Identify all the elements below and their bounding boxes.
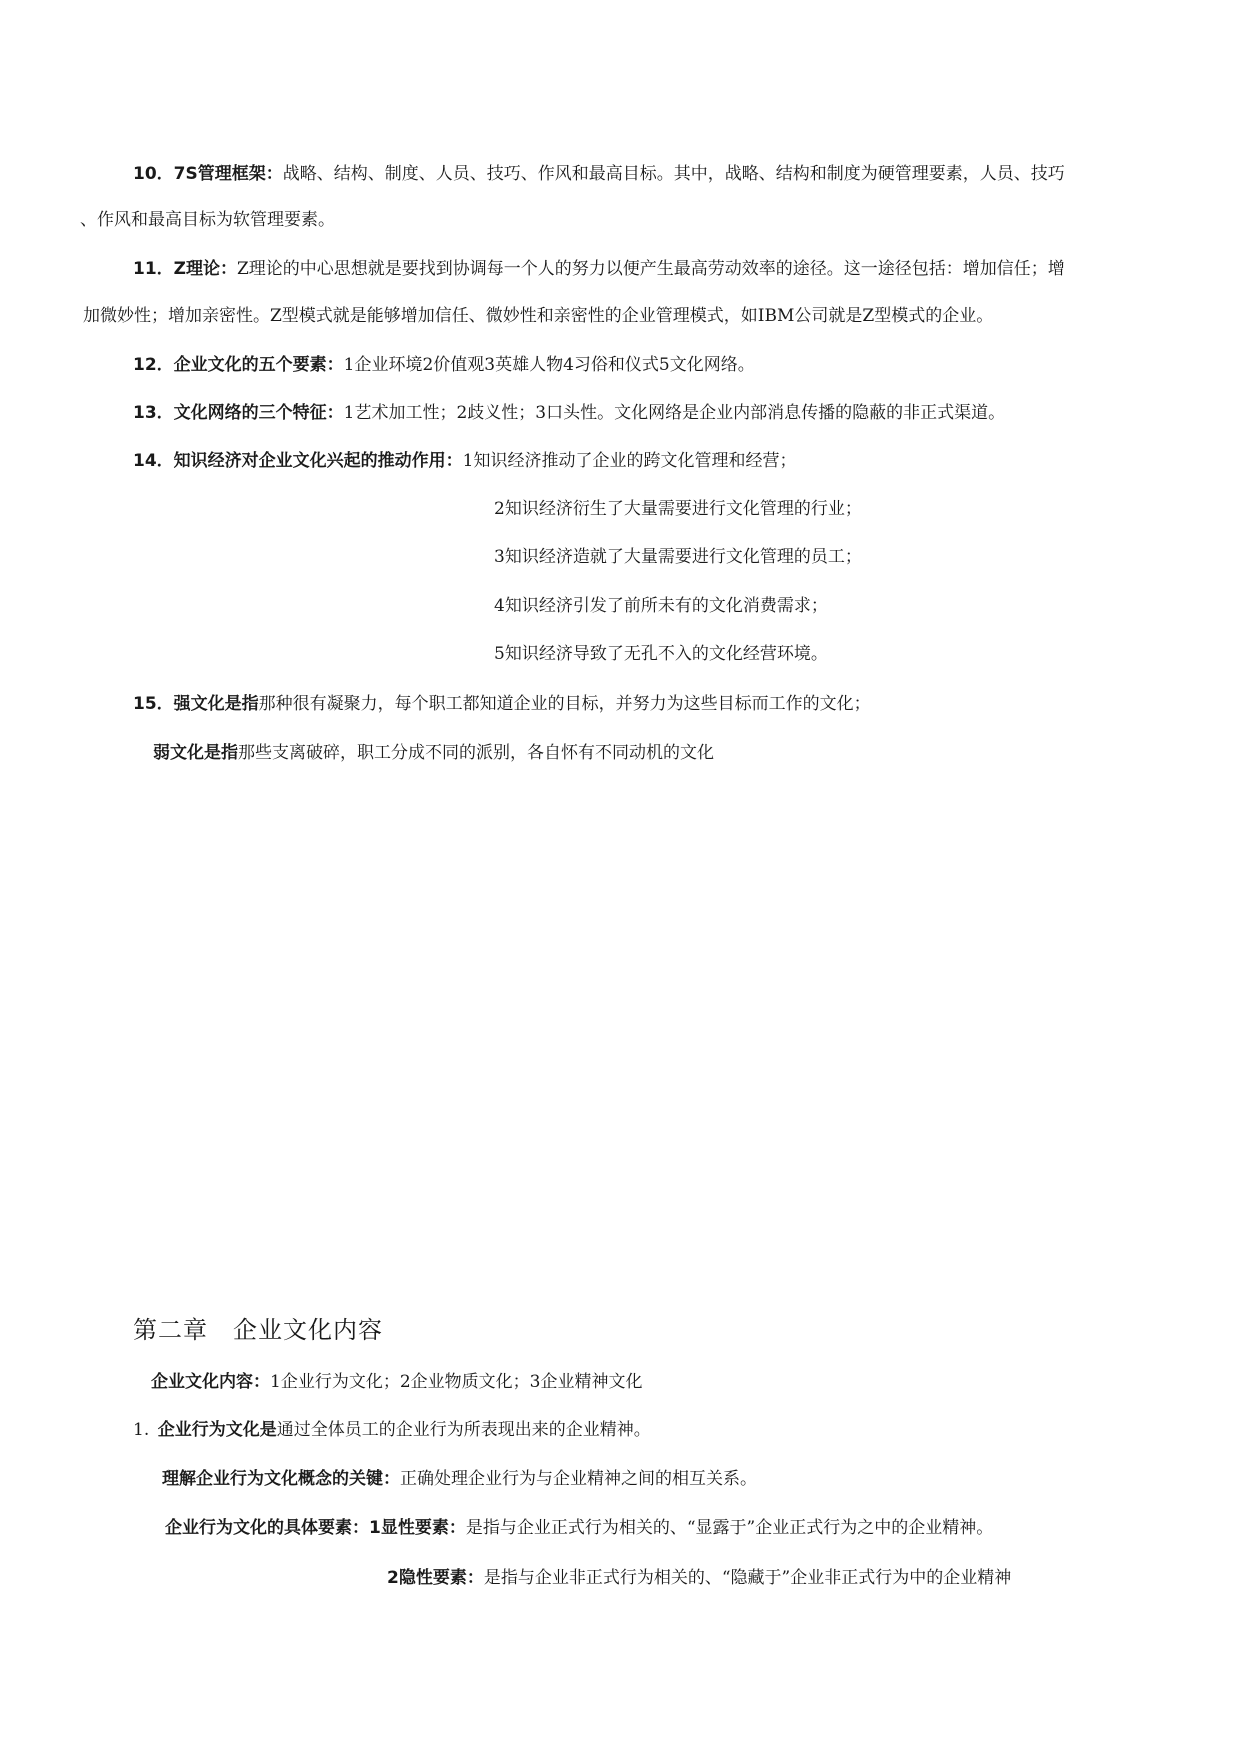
strong-culture-term: 强文化是指: [173, 694, 259, 714]
item-11-line-1: [133, 257, 1065, 281]
strong-culture-text: 那种很有凝聚力，每个职工都知道企业的目标，并努力为这些目标而工作的文化；: [258, 694, 871, 714]
specific-elements-2: [387, 1566, 1011, 1590]
enterprise-culture-content: [151, 1370, 642, 1394]
item-12: [133, 353, 755, 377]
item-14-point-1: 1知识经济推动了企业的跨文化管理和经营；: [462, 451, 797, 471]
weak-culture-text: 那些支离破碎，职工分成不同的派别，各自怀有不同动机的文化: [238, 743, 714, 763]
item-13-number: 13．: [133, 403, 174, 423]
item-15-strong-culture: [133, 692, 871, 716]
item-12-text: 1企业环境2价值观3英雄人物4习俗和仪式5文化网络。: [343, 355, 755, 375]
item-14-number: 14．: [133, 451, 174, 471]
item-14-point-2: 2知识经济衍生了大量需要进行文化管理的行业；: [494, 499, 862, 519]
explicit-element-term: 1显性要素：: [369, 1518, 466, 1538]
item-10-number: 10．: [133, 164, 174, 184]
weak-culture-term: 弱文化是指: [153, 743, 238, 763]
item-11-text-1: Z理论的中心思想就是要找到协调每一个人的努力以便产生最高劳动效率的途径。这一途径包括：增加信任；增: [237, 259, 1065, 279]
item-13: [133, 401, 1005, 425]
section-1-text: 通过全体员工的企业行为所表现出来的企业精神。: [276, 1420, 651, 1440]
item-15-number: 15．: [133, 694, 174, 714]
implicit-element-term: 2隐性要素：: [387, 1568, 484, 1588]
item-13-term: 文化网络的三个特征：: [173, 403, 344, 423]
item-14-point-3: 3知识经济造就了大量需要进行文化管理的员工；: [494, 547, 862, 567]
item-14-term: 知识经济对企业文化兴起的推动作用：: [173, 451, 463, 471]
section-1-number: 1.: [133, 1420, 150, 1440]
implicit-element-text: 是指与企业非正式行为相关的、“隐藏于”企业非正式行为中的企业精神: [483, 1568, 1012, 1588]
item-12-term: 企业文化的五个要素：: [173, 355, 344, 375]
section-1-behavior-culture: [133, 1418, 651, 1442]
item-12-number: 12．: [133, 355, 174, 375]
item-15-weak-culture: [153, 741, 714, 765]
item-10-line-1: [133, 162, 1065, 186]
item-10-text-1: 战略、结构、制度、人员、技巧、作风和最高目标。其中，战略、结构和制度为硬管理要素，人员、技巧: [282, 164, 1065, 184]
concept-key: [162, 1467, 757, 1491]
specific-elements-1: [165, 1516, 993, 1540]
section-1-term: 企业行为文化是: [157, 1420, 277, 1440]
item-10-term: 7S管理框架：: [173, 164, 283, 184]
item-11-term: Z理论：: [173, 259, 237, 279]
item-13-text: 1艺术加工性；2歧义性；3口头性。文化网络是企业内部消息传播的隐蔽的非正式渠道。: [343, 403, 1006, 423]
content-term: 企业文化内容：: [151, 1372, 270, 1392]
item-10-line-2: 、作风和最高目标为软管理要素。: [80, 210, 335, 230]
item-11-number: 11．: [133, 259, 174, 279]
concept-key-term: 理解企业行为文化概念的关键：: [162, 1469, 400, 1489]
content-text: 1企业行为文化；2企业物质文化；3企业精神文化: [270, 1372, 643, 1392]
item-11-line-2: 加微妙性；增加亲密性。Z型模式就是能够增加信任、微妙性和亲密性的企业管理模式，如IBM公司就是Z型模式的企业。: [83, 306, 994, 326]
specific-elements-term: 企业行为文化的具体要素：: [165, 1518, 369, 1538]
item-14-point-4: 4知识经济引发了前所未有的文化消费需求；: [494, 596, 828, 616]
concept-key-text: 正确处理企业行为与企业精神之间的相互关系。: [400, 1469, 757, 1489]
item-14-point-5: 5知识经济导致了无孔不入的文化经营环境。: [494, 644, 828, 664]
item-14: [133, 449, 797, 473]
explicit-element-text: 是指与企业正式行为相关的、“显露于”企业正式行为之中的企业精神。: [465, 1518, 994, 1538]
chapter-2-title: 第二章 企业文化内容: [133, 1316, 383, 1344]
